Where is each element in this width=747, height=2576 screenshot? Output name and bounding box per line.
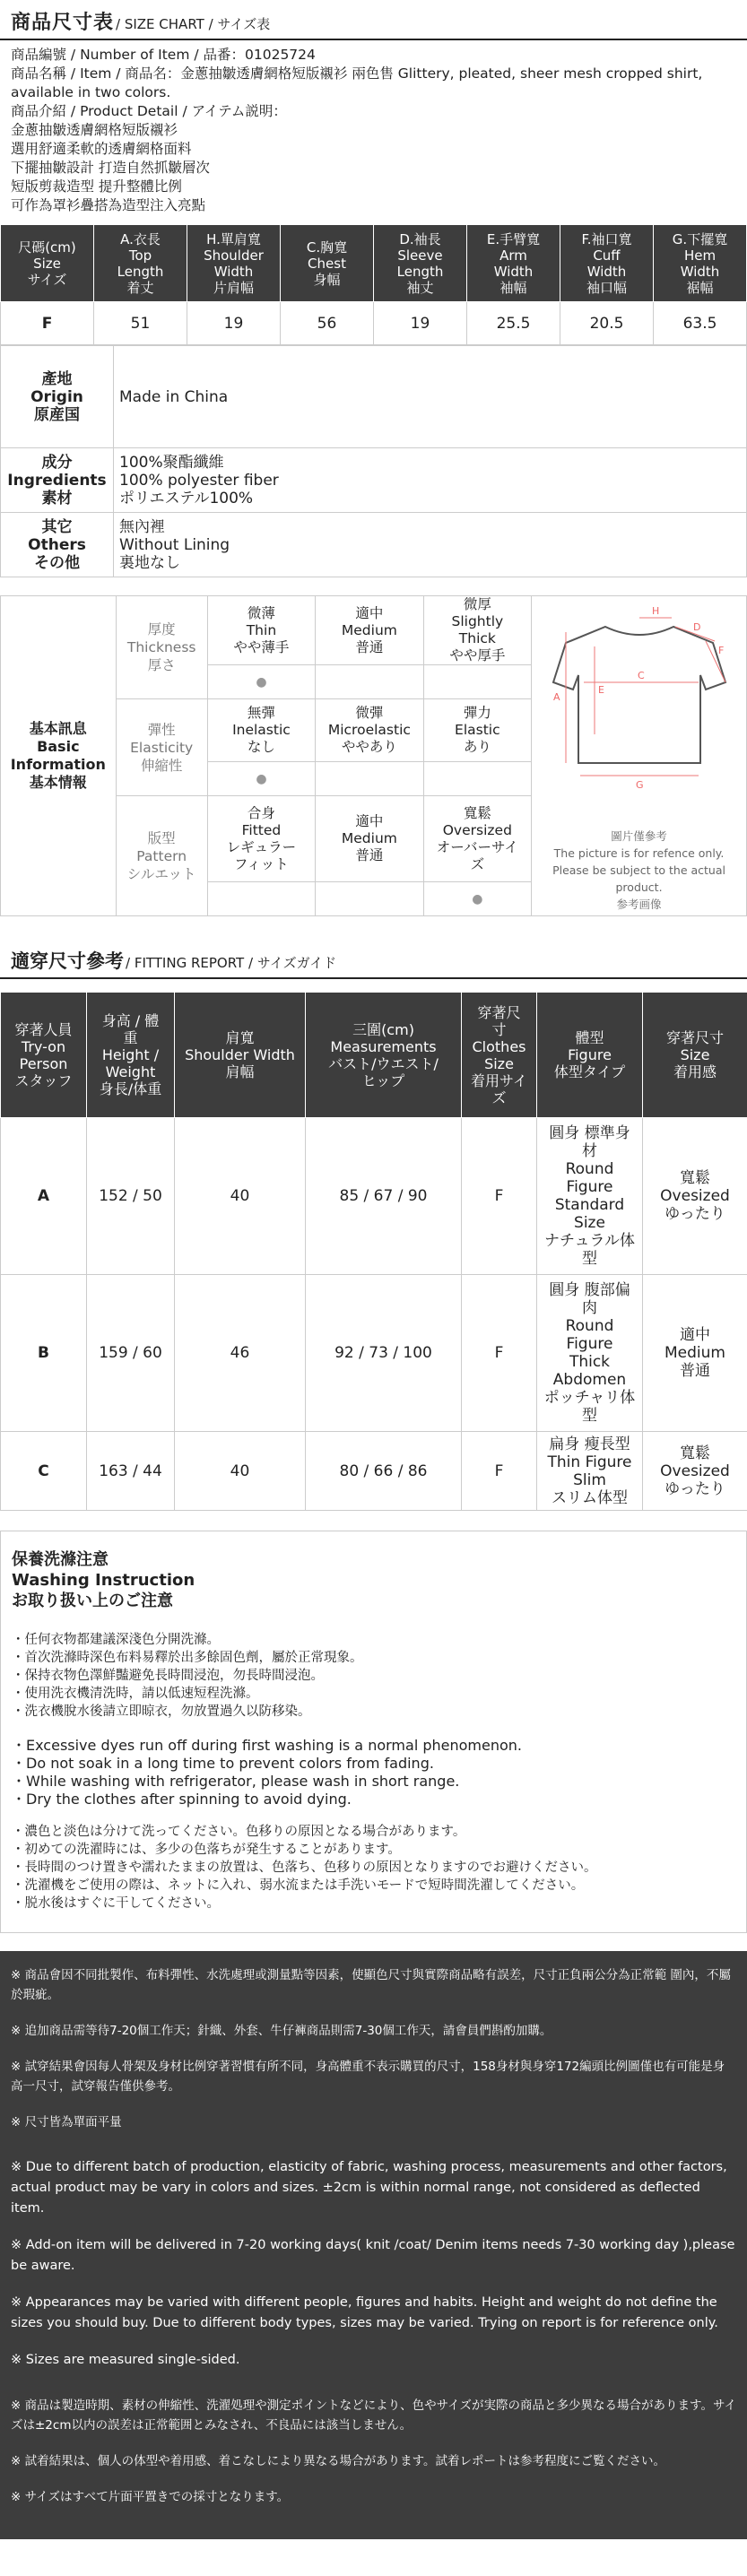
ingredients-value: 100%聚酯纖維 100% polyester fiber ポリエステル100%	[114, 448, 747, 513]
clothes-size-cell: F	[462, 1275, 537, 1432]
value-cell: 19	[374, 302, 467, 345]
list-item: ・While washing with refrigerator, please wash in short range.	[12, 1773, 460, 1790]
table-row	[1, 1275, 747, 1432]
shoulder-width-header: H.單肩寬 Shoulder Width 片肩幅	[187, 225, 281, 302]
height-weight-cell: 159 / 60	[87, 1275, 175, 1432]
note-en: ※ Due to different batch of production, elasticity of fabric, washing process, measurements and other factors, actual product may be vary in colors and sizes. ±2cm is within normal range, not considered as deflected item.	[11, 2160, 727, 2216]
value-cell: 51	[94, 302, 187, 345]
washing-list-zh	[12, 1631, 735, 1721]
list-item: ・任何衣物都建議深淺色分開洗滌。	[12, 1633, 220, 1647]
basic-info-table	[0, 595, 747, 916]
note-en: ※ Sizes are measured single-sided.	[11, 2353, 240, 2367]
diagram-letter-d: D	[692, 620, 701, 633]
measurements-cell: 85 / 67 / 90	[306, 1118, 462, 1275]
table-row	[1, 1118, 747, 1275]
thickness-option-medium: 適中 Medium 普通	[316, 596, 423, 665]
note-zh: ※ 商品會因不同批製作、布料彈性、水洗處理或測量點等因素，使顯色尺寸與實際商品略有誤差，尺寸正負兩公分為正常範 圍內，不屬於瑕疵。	[11, 1968, 731, 2002]
value-cell: 63.5	[654, 302, 747, 345]
washing-list-jp	[12, 1823, 735, 1912]
list-item: ・Dry the clothes after spinning to avoid dying.	[12, 1791, 352, 1808]
info-line: 下擺抽皺設計 打造自然抓皺層次	[11, 160, 210, 176]
others-value: 無內裡 Without Lining 裏地なし	[114, 513, 747, 577]
value-cell: 56	[281, 302, 374, 345]
elasticity-option-inelastic: 無彈 Inelastic なし	[207, 699, 315, 762]
fit-feel-cell: 寬鬆 Ovesized ゆったり	[643, 1432, 747, 1511]
note-jp: ※ サイズはすべて片面平置きでの採寸となります。	[11, 2490, 290, 2504]
fit-feel-header: 穿著尺寸 Size 着用感	[643, 993, 747, 1118]
info-line: 商品介紹 / Product Detail / アイテム説明：	[11, 103, 287, 119]
info-line: 短版剪裁造型 提升整體比例	[11, 178, 182, 195]
shirt-diagram-icon	[541, 600, 738, 824]
info-line: 商品編號 / Number of Item / 品番：01025724	[11, 47, 316, 63]
notes-panel	[0, 1951, 747, 2539]
note-zh: ※ 試穿結果會因每人骨架及身材比例穿著習慣有所不同，身高體重不表示購買的尺寸，158身材與身穿172編頭比例圖僅也有可能是身高一尺寸，試穿報告僅供參考。	[11, 2060, 725, 2094]
value-cell: 20.5	[560, 302, 654, 345]
info-line: 金蔥抽皺透膚網格短版襯衫	[11, 122, 178, 138]
page-subtitle: / SIZE CHART / サイズ表	[116, 16, 271, 32]
note-zh: ※ 追加商品需等待7-20個工作天；針織、外套、牛仔褲商品則需7-30個工作天，請會員們斟酌加購。	[11, 2024, 552, 2038]
measurements-cell: 80 / 66 / 86	[306, 1432, 462, 1511]
info-line: 可作為罩衫疊搭為造型注入亮點	[11, 197, 206, 213]
washing-heading: 保養洗滌注意 Washing Instruction お取り扱い上のご注意	[12, 1550, 195, 1610]
list-item: ・長時間のつけ置きや濡れたままの放置は、色落ち、色移りの原因となりますのでお避けください。	[12, 1860, 597, 1875]
size-table	[0, 224, 747, 345]
clothes-size-cell: F	[462, 1432, 537, 1511]
table-row	[1, 302, 747, 345]
try-on-person-header: 穿著人員 Try-on Person スタッフ	[1, 993, 87, 1118]
list-item: ・Excessive dyes run off during first washing is a normal phenomenon.	[12, 1737, 522, 1754]
note-jp: ※ 商品は製造時期、素材の伸縮性、洗濯処理や測定ポイントなどにより、色やサイズが実際の商品と多少異なる場合があります。サイズは±2cm以内の誤差は正常範囲とみなされ、不良品には該当しません。	[11, 2398, 736, 2433]
pattern-label: 版型 Pattern シルエット	[116, 796, 207, 916]
measurements-cell: 92 / 73 / 100	[306, 1275, 462, 1432]
diagram-letter-g: G	[635, 778, 644, 791]
basic-info-label: 基本訊息 Basic Information 基本情報	[1, 596, 117, 916]
list-item: ・Do not soak in a long time to prevent colors from fading.	[12, 1755, 434, 1772]
size-cell: F	[1, 302, 94, 345]
thickness-option-thick: 微厚 Slightly Thick やや厚手	[423, 596, 531, 665]
fitting-header-row	[1, 993, 747, 1118]
fitting-table	[0, 992, 747, 1511]
size-chart-header	[0, 0, 747, 40]
washing-list-en	[12, 1737, 735, 1808]
size-table-header-row	[1, 225, 747, 302]
thickness-options-row	[1, 596, 747, 665]
list-item: ・洗濯機をご使用の際は、ネットに入れ、弱水流または手洗いモードで短時間洗濯してください。	[12, 1878, 585, 1893]
height-weight-cell: 163 / 44	[87, 1432, 175, 1511]
clothes-size-cell: F	[462, 1118, 537, 1275]
ingredients-label: 成分 Ingredients 素材	[1, 448, 114, 513]
figure-header: 體型 Figure 体型タイプ	[537, 993, 643, 1118]
sleeve-length-header: D.袖長 Sleeve Length 袖丈	[374, 225, 467, 302]
garment-diagram	[532, 596, 747, 916]
origin-row	[1, 346, 747, 448]
list-item: ・首次洗滌時深色布料易釋於出多餘固色劑，屬於正常現象。	[12, 1651, 363, 1665]
fitting-subtitle: / FITTING REPORT / サイズガイド	[126, 955, 337, 971]
fitting-header	[0, 940, 747, 979]
list-item: ・使用洗衣機清洗時，請以低速短程洗滌。	[12, 1687, 259, 1701]
elasticity-label: 彈性 Elasticity 伸縮性	[116, 699, 207, 796]
shoulder-cell: 40	[175, 1432, 306, 1511]
shoulder-header: 肩寬 Shoulder Width 肩幅	[175, 993, 306, 1118]
fit-feel-cell: 適中 Medium 普通	[643, 1275, 747, 1432]
list-item: ・洗衣機脫水後請立即晾衣，勿放置過久以防移染。	[12, 1704, 311, 1719]
shoulder-cell: 46	[175, 1275, 306, 1432]
origin-label: 產地 Origin 原産国	[1, 346, 114, 448]
selected-dot: ●	[207, 665, 315, 699]
measurements-header: 三圍(cm) Measurements バスト/ウエスト/ ヒップ	[306, 993, 462, 1118]
elasticity-option-elastic: 彈力 Elastic あり	[423, 699, 531, 762]
thickness-label: 厚度 Thickness 厚さ	[116, 596, 207, 699]
figure-cell: 圓身 腹部偏 肉 Round Figure Thick Abdomen ポッチャリ体 型	[537, 1275, 643, 1432]
others-label: 其它 Others その他	[1, 513, 114, 577]
pattern-option-fitted: 合身 Fitted レギュラー フィット	[207, 796, 315, 882]
list-item: ・保持衣物色澤鮮豔避免長時間浸泡，勿長時間浸泡。	[12, 1669, 324, 1683]
note-jp: ※ 試着結果は、個人の体型や着用感、着こなしにより異なる場合があります。試着レポートは参考程度にご覧ください。	[11, 2454, 666, 2468]
info-line: 選用舒適柔軟的透膚網格面料	[11, 141, 192, 157]
product-info	[0, 40, 747, 215]
top-length-header: A.衣長 Top Length 着丈	[94, 225, 187, 302]
person-cell: A	[1, 1118, 87, 1275]
cuff-width-header: F.袖口寬 Cuff Width 袖口幅	[560, 225, 654, 302]
others-row	[1, 513, 747, 577]
materials-table	[0, 345, 747, 577]
person-cell: C	[1, 1432, 87, 1511]
chest-header: C.胸寬 Chest 身幅	[281, 225, 374, 302]
diagram-letter-h: H	[651, 604, 659, 617]
list-item: ・脱水後はすぐに干してください。	[12, 1896, 220, 1911]
note-zh: ※ 尺寸皆為單面平量	[11, 2115, 122, 2129]
selected-dot: ●	[423, 882, 531, 916]
list-item: ・濃色と淡色は分けて洗ってください。色移りの原因となる場合があります。	[12, 1825, 466, 1839]
thickness-option-thin: 微薄 Thin やや薄手	[207, 596, 315, 665]
selected-dot: ●	[207, 762, 315, 796]
diagram-letter-a: A	[552, 690, 560, 703]
page-title: 商品尺寸表	[11, 12, 115, 34]
pattern-option-medium: 適中 Medium 普通	[316, 796, 423, 882]
height-weight-cell: 152 / 50	[87, 1118, 175, 1275]
shoulder-cell: 40	[175, 1118, 306, 1275]
ingredients-row	[1, 448, 747, 513]
value-cell: 25.5	[467, 302, 560, 345]
reference-note: 圖片僅參考 The picture is for refence only. Please be subject to the actual product. 参考画像	[552, 828, 725, 911]
diagram-letter-c: C	[637, 669, 645, 681]
elasticity-option-micro: 微彈 Microelastic ややあり	[316, 699, 423, 762]
info-line: 商品名稱 / Item / 商品名：金蔥抽皺透膚網格短版襯衫 兩色售 Glittery, pleated, sheer mesh cropped shirt, available in two colors.	[11, 65, 703, 100]
fit-feel-cell: 寬鬆 Ovesized ゆったり	[643, 1118, 747, 1275]
height-weight-header: 身高 / 體 重 Height / Weight 身長/体重	[87, 993, 175, 1118]
fitting-title: 適穿尺寸參考	[11, 950, 124, 972]
figure-cell: 扁身 瘦長型 Thin Figure Slim スリム体型	[537, 1432, 643, 1511]
clothes-size-header: 穿著尺 寸 Clothes Size 着用サイ ズ	[462, 993, 537, 1118]
person-cell: B	[1, 1275, 87, 1432]
washing-instructions	[0, 1531, 747, 1933]
note-en: ※ Appearances may be varied with different people, figures and habits. Height and weight do not define the sizes you should buy. Due to different body types, sizes may be varied. Trying on report is for reference only.	[11, 2295, 718, 2330]
table-row	[1, 1432, 747, 1511]
pattern-option-oversized: 寬鬆 Oversized オーバーサイ ズ	[423, 796, 531, 882]
origin-value: Made in China	[114, 346, 747, 448]
hem-width-header: G.下擺寬 Hem Width 裾幅	[654, 225, 747, 302]
arm-width-header: E.手臂寬 Arm Width 袖幅	[467, 225, 560, 302]
figure-cell: 圓身 標準身 材 Round Figure Standard Size ナチュラル体 型	[537, 1118, 643, 1275]
diagram-letter-f: F	[717, 644, 724, 656]
value-cell: 19	[187, 302, 281, 345]
size-header: 尺碼(cm) Size サイズ	[1, 225, 94, 302]
list-item: ・初めての洗濯時には、多少の色落ちが発生することがあります。	[12, 1843, 401, 1857]
diagram-letter-e: E	[597, 683, 604, 696]
note-en: ※ Add-on item will be delivered in 7-20 working days( knit /coat/ Denim items needs 7-30 working day ),please be aware.	[11, 2238, 735, 2273]
